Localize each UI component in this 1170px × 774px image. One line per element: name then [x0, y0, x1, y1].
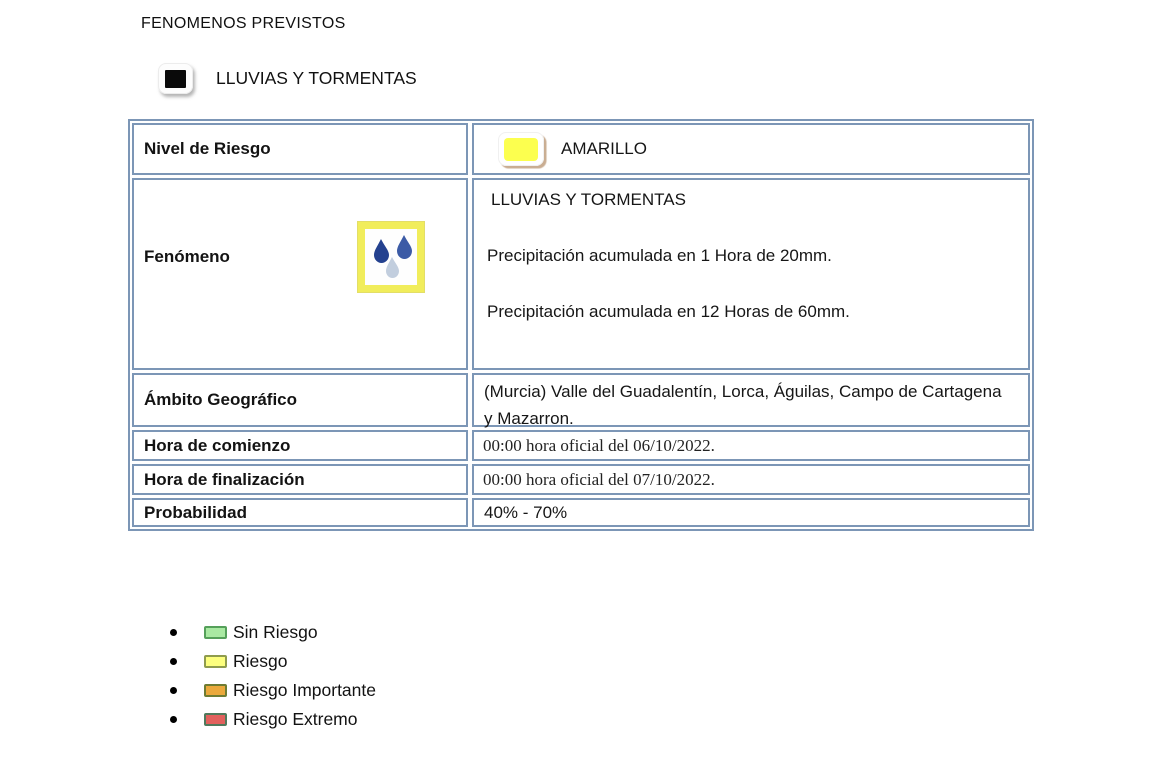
bullet-icon — [170, 629, 177, 636]
bullet-icon — [170, 687, 177, 694]
phenomenon-header — [158, 63, 417, 94]
phenomenon-line: Precipitación acumulada en 12 Horas de 60mm. — [487, 302, 850, 321]
row-label: Hora de comienzo — [132, 430, 468, 461]
legend-label: Riesgo Importante — [233, 680, 376, 700]
table-row-nivel-de-riesgo — [132, 123, 1030, 175]
table-row-ambito-geografico — [132, 373, 1030, 427]
legend-item-riesgo-extremo — [170, 705, 376, 734]
phenomenon-header-label: LLUVIAS Y TORMENTAS — [216, 68, 417, 88]
table-row-hora-de-finalizacion — [132, 464, 1030, 495]
riesgo-extremo-swatch-icon — [204, 713, 227, 726]
legend-item-sin-riesgo — [170, 618, 376, 647]
probability-value: 40% - 70% — [472, 498, 1030, 527]
table-row-fenomeno — [132, 178, 1030, 370]
bullet-icon — [170, 716, 177, 723]
start-time-value: 00:00 hora oficial del 06/10/2022. — [472, 430, 1030, 461]
legend-item-riesgo-importante — [170, 676, 376, 705]
table-row-probabilidad — [132, 498, 1030, 527]
black-square-button-icon — [158, 63, 193, 94]
phenomenon-line: LLUVIAS Y TORMENTAS — [491, 190, 686, 209]
risk-table — [128, 119, 1034, 531]
row-label: Hora de finalización — [132, 464, 468, 495]
row-label: Nivel de Riesgo — [132, 123, 468, 175]
row-label: Fenómeno — [144, 247, 230, 266]
page-title: FENOMENOS PREVISTOS — [141, 15, 346, 32]
row-label: Probabilidad — [132, 498, 468, 527]
risk-level-amarillo-icon — [498, 132, 544, 166]
rain-drops-glyph — [369, 233, 413, 281]
phenomenon-line: Precipitación acumulada en 1 Hora de 20mm. — [487, 246, 832, 265]
row-value-cell — [472, 123, 1030, 175]
rain-drops-icon — [358, 222, 424, 292]
legend-label: Sin Riesgo — [233, 622, 318, 642]
bullet-icon — [170, 658, 177, 665]
end-time-value: 00:00 hora oficial del 07/10/2022. — [472, 464, 1030, 495]
legend-label: Riesgo — [233, 651, 288, 671]
row-label-cell — [132, 178, 468, 370]
risk-legend — [170, 618, 376, 734]
amarillo-swatch — [504, 138, 538, 161]
legend-label: Riesgo Extremo — [233, 709, 358, 729]
legend-item-riesgo — [170, 647, 376, 676]
table-row-hora-de-comienzo — [132, 430, 1030, 461]
black-square-glyph — [165, 70, 186, 88]
riesgo-swatch-icon — [204, 655, 227, 668]
risk-level-value: AMARILLO — [561, 139, 647, 158]
riesgo-importante-swatch-icon — [204, 684, 227, 697]
sin-riesgo-swatch-icon — [204, 626, 227, 639]
geographic-area-value: (Murcia) Valle del Guadalentín, Lorca, Águilas, Campo de Cartagena y Mazarron. — [472, 373, 1030, 427]
row-label: Ámbito Geográfico — [132, 373, 468, 427]
row-value-cell — [472, 178, 1030, 370]
